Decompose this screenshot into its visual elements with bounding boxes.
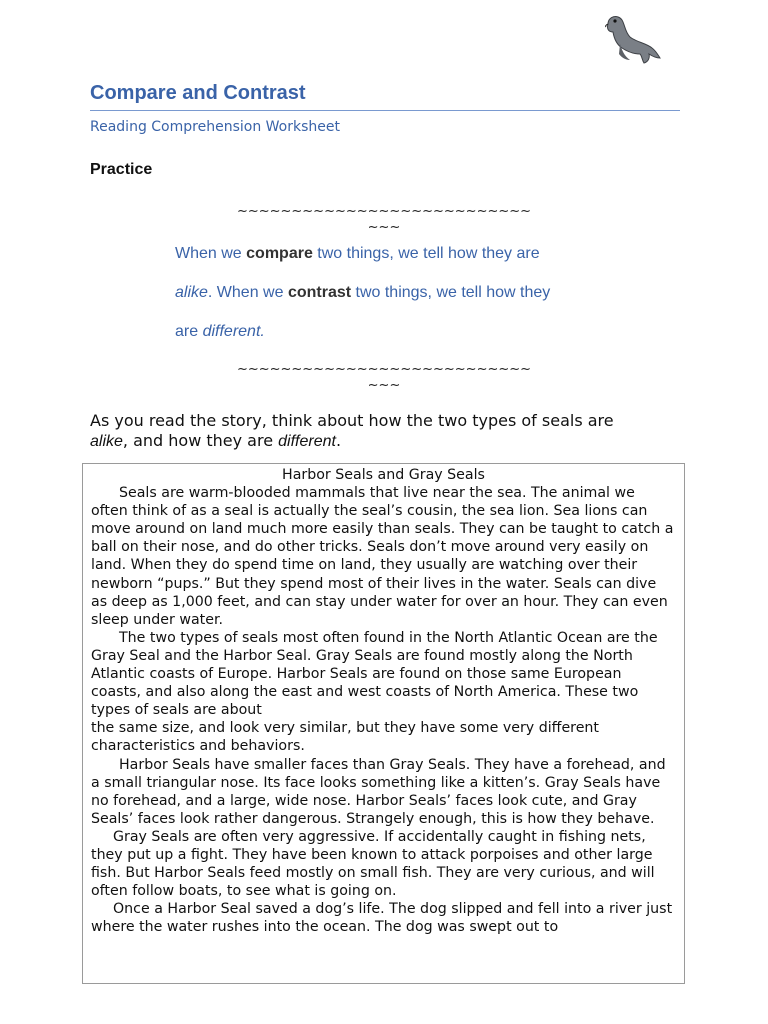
tilde-separator-top: ~~~~~~~~~~~~~~~~~~~~~~~~~~~ ~~~ [236,204,532,235]
story-box [82,463,685,984]
definition-line-2: alike. When we contrast two things, we tell how they [175,284,551,301]
section-heading: Practice [90,161,153,178]
reading-instructions: As you read the story, think about how the two types of seals are alike, and how they are different. [90,411,614,450]
worksheet-subtitle: Reading Comprehension Worksheet [90,119,340,135]
title-divider [90,110,680,111]
compare-term: compare [246,245,313,262]
definition-line-1: When we compare two things, we tell how they are [175,245,540,262]
story-paragraph-5: Once a Harbor Seal saved a dog’s life. The dog slipped and fell into a river just where the water rushes into the ocean. The dog was swept out to [91,901,673,936]
story-title: Harbor Seals and Gray Seals [282,467,485,483]
story-paragraph-2: The two types of seals most often found in the North Atlantic Ocean are the Gray Seal and the Harbor Seal. Gray Seals are found mostly along the North Atlantic coasts of Europe. Harbor Seals are found on those same European coasts, and also along the east and west coasts of North America. These two types of seals are about [91,629,658,719]
alike-term: alike [175,284,208,301]
story-paragraph-2-continued: the same size, and look very similar, but they have some very different characteristics and behaviors. [91,720,599,755]
worksheet-title: Compare and Contrast [90,82,306,104]
seal-icon [600,10,662,66]
story-paragraph-4: Gray Seals are often very aggressive. If accidentally caught in fishing nets, they put up a fight. They have been known to attack porpoises and other large fish. But Harbor Seals feed mostly on small fish. They are very curious, and will often follow boats, to see what is going on. [91,828,655,900]
tilde-separator-bottom: ~~~~~~~~~~~~~~~~~~~~~~~~~~~ ~~~ [236,362,532,393]
definition-line-3: are different. [175,323,265,340]
different-term: different. [202,323,265,340]
story-paragraph-3: Harbor Seals have smaller faces than Gray Seals. They have a forehead, and a small triangular nose. Its face looks something like a kitten’s. Gray Seals have no forehead, and a large, wide nose. Harbor Seals’ faces look cute, and Gray Seals’ faces look rather dangerous. Strangely enough, this is how they behave. [91,756,666,827]
story-paragraph-1: Seals are warm-blooded mammals that live near the sea. The animal we often think of as a seal is actually the seal’s cousin, the sea lion. Sea lions can move around on land much more easily than seals. They can be taught to catch a ball on their nose, and do other tricks. Seals don’t move around very easily on land. When they do spend time on land, they usually are watching over their newborn “pups.” But they spend most of their lives in the water. Seals can dive as deep as 1,000 feet, and can stay under water for over an hour. They can even sleep under water. [91,485,674,628]
contrast-term: contrast [287,284,352,301]
